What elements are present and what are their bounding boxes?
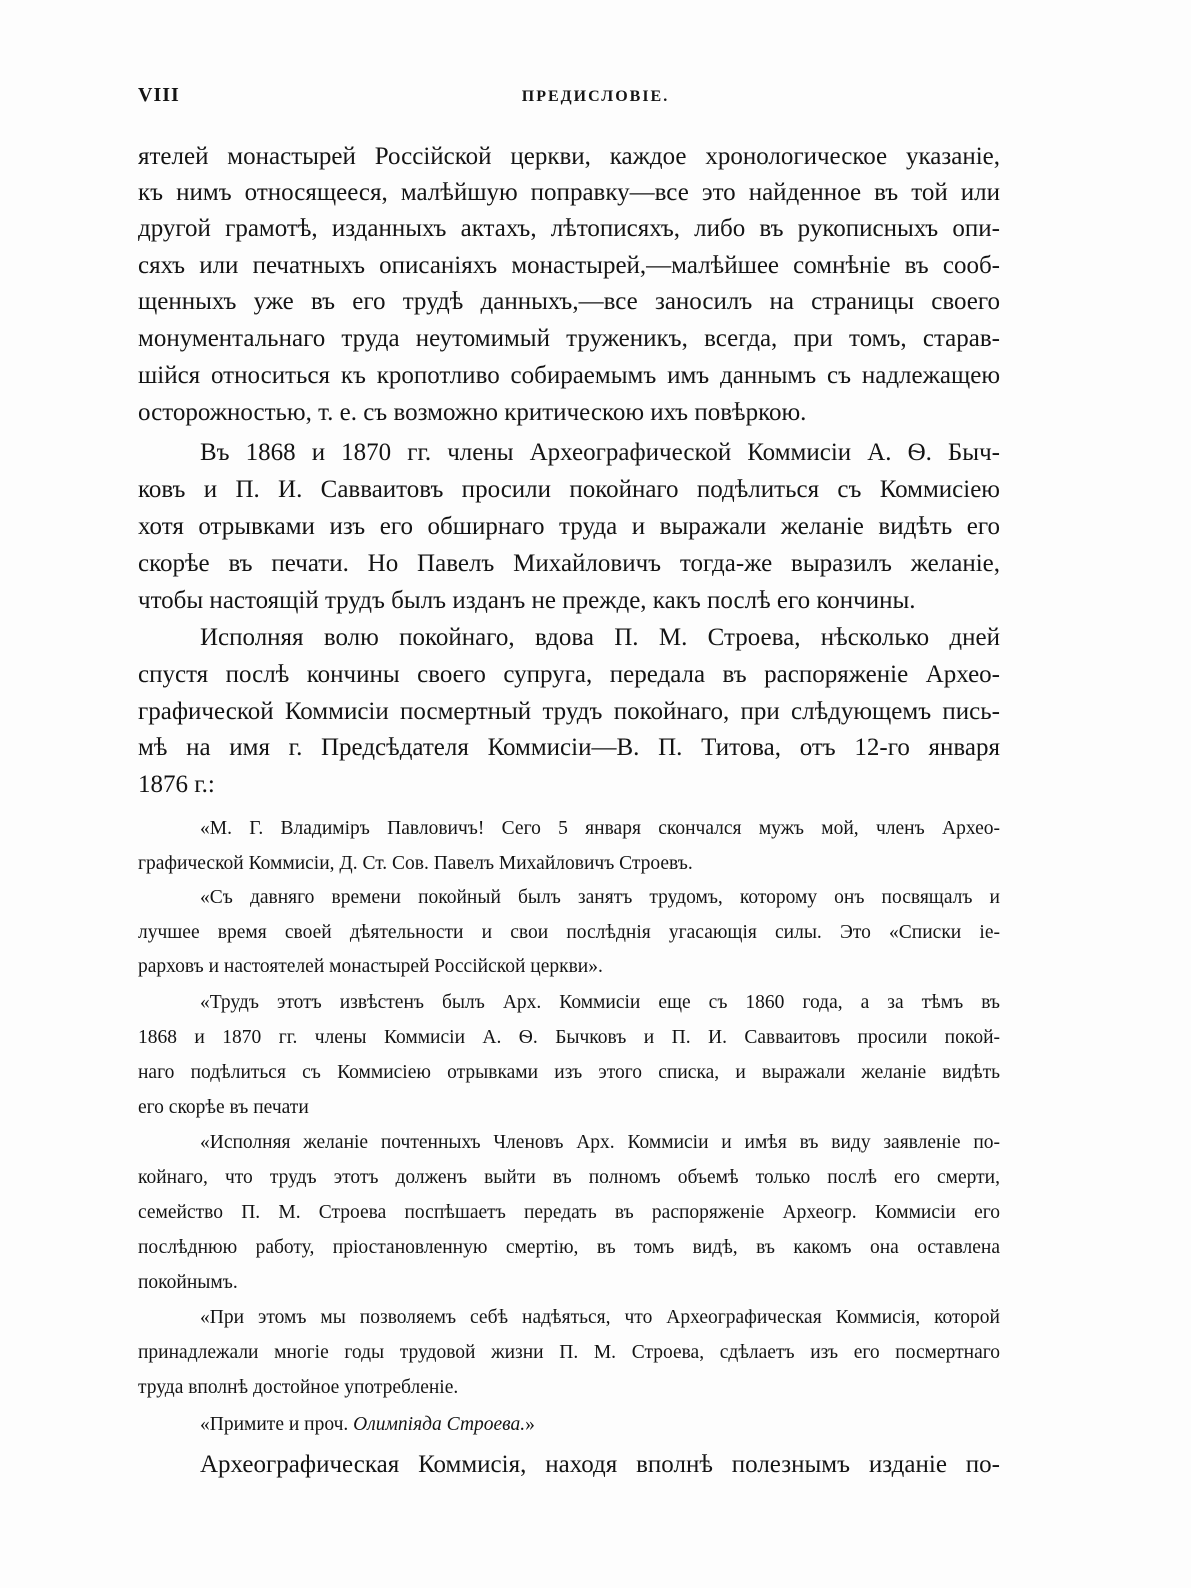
signature-text: Олимпіяда Строева.: [353, 1414, 526, 1435]
text-line: монументальнаго труда неутомимый труженикъ, всегда, при томъ, старав-: [138, 325, 1000, 352]
text-line: щенныхъ уже въ его трудѣ данныхъ,—все заносилъ на страницы своего: [138, 288, 1000, 315]
running-title: ПРЕДИСЛОВІЕ.: [521, 88, 670, 105]
text-line: спустя послѣ кончины своего супруга, передала въ распоряженіе Архео-: [138, 661, 1000, 688]
text-line: семейство П. М. Строева поспѣшаетъ передать въ распоряженіе Археогр. Коммисіи его: [138, 1202, 1000, 1223]
text-line: скорѣе въ печати. Но Павелъ Михайловичъ тогда-же выразилъ желаніе,: [138, 550, 1000, 577]
text-line: 1868 и 1870 гг. члены Коммисіи А. Ѳ. Бычковъ и П. И. Савваитовъ просили покой-: [138, 1027, 1000, 1048]
text-line: графической Коммисіи посмертный трудъ покойнаго, при слѣдующемъ пись-: [138, 698, 1000, 725]
text-line: покойнымъ.: [138, 1272, 238, 1293]
text-line: наго подѣлиться съ Коммисіею отрывками изъ этого списка, и выражали желаніе видѣть: [138, 1062, 1000, 1083]
text-segment: «Примите и проч.: [200, 1414, 354, 1435]
text-line: [200, 1412, 1000, 1438]
text-segment: »: [525, 1414, 535, 1435]
text-line: ятелей монастырей Россійской церкви, каждое хронологическое указаніе,: [138, 143, 1000, 170]
text-line: труда вполнѣ достойное употребленіе.: [138, 1377, 459, 1398]
text-line: ковъ и П. И. Савваитовъ просили покойнаго подѣлиться съ Коммисіею: [138, 476, 1000, 503]
text-line: Исполняя волю покойнаго, вдова П. М. Строева, нѣсколько дней: [200, 624, 1000, 651]
text-line: лучшее время своей дѣятельности и свои послѣднія угасающія силы. Это «Списки іе-: [138, 922, 1000, 943]
text-line: другой грамотѣ, изданныхъ актахъ, лѣтописяхъ, либо въ рукописныхъ опи-: [138, 215, 1000, 242]
text-line: мѣ на имя г. Предсѣдателя Коммисіи—В. П. Титова, отъ 12-го января: [138, 734, 1000, 761]
text-line: осторожностью, т. е. съ возможно критическою ихъ повѣркою.: [138, 399, 807, 426]
text-line: къ нимъ относящееся, малѣйшую поправку—все это найденное въ той или: [138, 179, 1000, 206]
text-line: рарховъ и настоятелей монастырей Россійской церкви».: [138, 956, 603, 977]
page-number: VIII: [138, 84, 180, 106]
text-line: шійся относиться къ кропотливо собираемымъ имъ даннымъ съ надлежащею: [138, 362, 1000, 389]
text-line: принадлежали многіе годы трудовой жизни П. М. Строева, сдѣлаетъ изъ его посмертнаго: [138, 1342, 1000, 1363]
text-line: «Исполняя желаніе почтенныхъ Членовъ Арх. Коммисіи и имѣя въ виду заявленіе по-: [200, 1132, 1000, 1153]
text-line: чтобы настоящій трудъ былъ изданъ не прежде, какъ послѣ его кончины.: [138, 587, 916, 614]
text-line: сяхъ или печатныхъ описаніяхъ монастырей,—малѣйшее сомнѣніе въ сооб-: [138, 252, 1000, 279]
text-line: «При этомъ мы позволяемъ себѣ надѣяться, что Археографическая Коммисія, которой: [200, 1307, 1000, 1328]
text-line: Въ 1868 и 1870 гг. члены Археографической Коммисіи А. Ѳ. Быч-: [200, 439, 1000, 466]
text-line: «Трудъ этотъ извѣстенъ былъ Арх. Коммисіи еще съ 1860 года, а за тѣмъ въ: [200, 992, 1000, 1013]
text-line: 1876 г.:: [138, 771, 215, 798]
text-line: послѣднюю работу, пріостановленную смертію, въ томъ видѣ, въ какомъ она оставлена: [138, 1237, 1000, 1258]
text-line: койнаго, что трудъ этотъ долженъ выйти въ полномъ объемѣ только послѣ его смерти,: [138, 1167, 1000, 1188]
text-line: хотя отрывками изъ его обширнаго труда и выражали желаніе видѣть его: [138, 513, 1000, 540]
text-line: Археографическая Коммисія, находя вполнѣ полезнымъ изданіе по-: [200, 1451, 1000, 1478]
text-line: «Съ давняго времени покойный былъ занятъ трудомъ, которому онъ посвящалъ и: [200, 887, 1000, 908]
text-line: графической Коммисіи, Д. Ст. Сов. Павелъ Михайловичъ Строевъ.: [138, 853, 693, 874]
text-line: его скорѣе въ печати: [138, 1097, 309, 1118]
text-line: «М. Г. Владиміръ Павловичъ! Сего 5 января скончался мужъ мой, членъ Архео-: [200, 818, 1000, 839]
